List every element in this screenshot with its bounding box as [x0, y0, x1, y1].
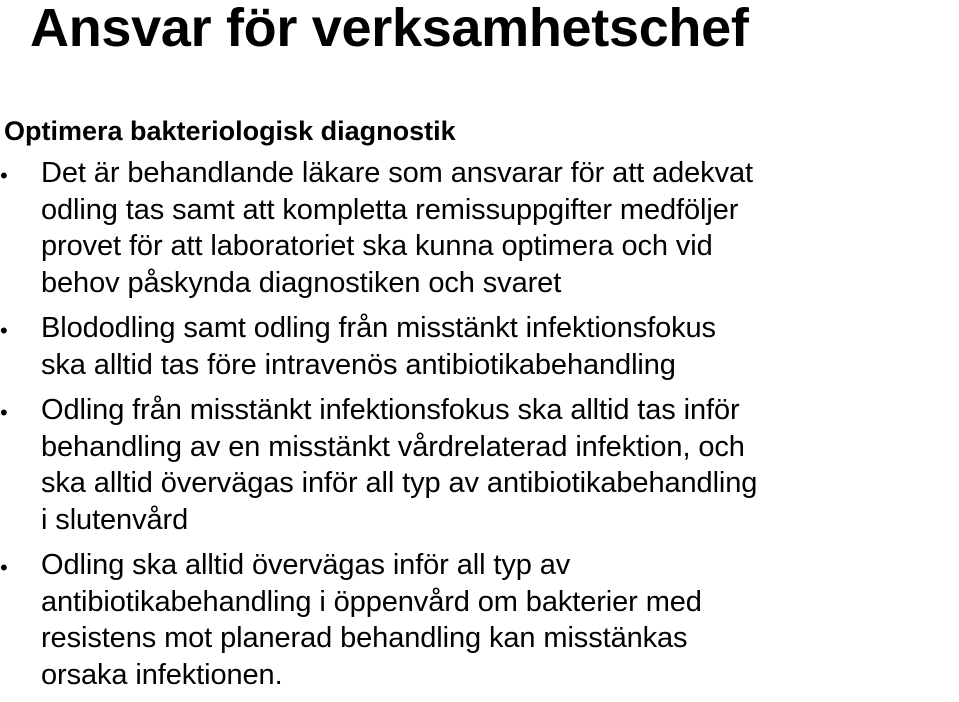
bullet-item [0, 392, 959, 538]
bullet-line: i slutenvård [41, 503, 189, 536]
bullet-line: Det är behandlande läkare som ansvarar för att adekvat [41, 157, 753, 189]
bullet-item [0, 547, 959, 693]
bullet-line: provet för att laboratoriet ska kunna optimera och vid [41, 230, 713, 262]
bullet-line: antibiotikabehandling i öppenvård om bakterier med [41, 585, 702, 618]
bullet-line: Odling ska alltid övervägas inför all typ av [41, 549, 571, 581]
bullet-item [0, 310, 959, 383]
bullet-item [0, 155, 959, 301]
section-subheading: Optimera bakteriologisk diagnostik [4, 116, 456, 146]
bullet-line: odling tas samt att kompletta remissuppgifter medföljer [41, 193, 739, 226]
bullet-line: Blododling samt odling från misstänkt infektionsfokus [41, 312, 716, 344]
bullet-marker: • [0, 555, 8, 580]
bullet-line: Odling från misstänkt infektionsfokus ska alltid tas inför [41, 394, 740, 426]
bullet-line: resistens mot planerad behandling kan misstänkas [41, 622, 688, 654]
bullet-line: ska alltid tas före intravenös antibiotikabehandling [41, 348, 676, 381]
bullet-list [0, 155, 959, 702]
bullet-line: behandling av en misstänkt vårdrelaterad infektion, och [41, 430, 745, 463]
bullet-line: behov påskynda diagnostiken och svaret [41, 266, 562, 299]
bullet-line: orsaka infektionen. [41, 658, 283, 691]
bullet-marker: • [0, 400, 8, 425]
bullet-line: ska alltid övervägas inför all typ av antibiotikabehandling [41, 467, 758, 499]
bullet-marker: • [0, 318, 8, 343]
slide-title: Ansvar för verksamhetschef [30, 0, 749, 58]
bullet-marker: • [0, 163, 8, 188]
